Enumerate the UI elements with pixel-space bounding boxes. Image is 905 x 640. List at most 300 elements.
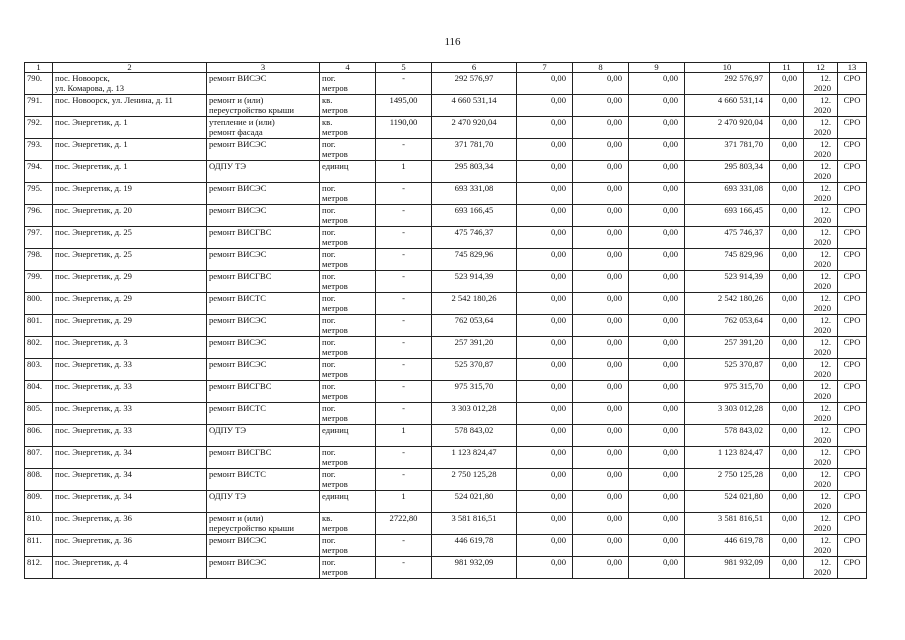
other-cost-cell: 292 576,97: [685, 73, 770, 95]
quantity-cell: 1: [376, 425, 432, 447]
budget-cost-cell: 0,00: [573, 183, 629, 205]
financing-source-cell: СРО: [838, 337, 867, 359]
financing-source-cell: СРО: [838, 139, 867, 161]
total-cost-cell: 693 166,45: [432, 205, 517, 227]
other-value-cell: 0,00: [770, 95, 804, 117]
total-cost-cell: 525 370,87: [432, 359, 517, 381]
completion-date-cell: 12. 2020: [804, 161, 838, 183]
address-cell: пос. Энергетик, д. 25: [53, 249, 207, 271]
address-cell: пос. Энергетик, д. 25: [53, 227, 207, 249]
column-header: 5: [376, 63, 432, 73]
owner-cost-cell: 0,00: [629, 293, 685, 315]
other-cost-cell: 2 470 920,04: [685, 117, 770, 139]
other-cost-cell: 257 391,20: [685, 337, 770, 359]
unit-cell: пог. метров: [320, 183, 376, 205]
unit-cell: пог. метров: [320, 249, 376, 271]
quantity-cell: 2722,80: [376, 513, 432, 535]
row-number-cell: 800.: [25, 293, 53, 315]
owner-cost-cell: 0,00: [629, 381, 685, 403]
other-cost-cell: 446 619,78: [685, 535, 770, 557]
unit-cell: пог. метров: [320, 139, 376, 161]
total-cost-cell: 257 391,20: [432, 337, 517, 359]
table-row: [25, 95, 867, 117]
fund-cost-cell: 0,00: [517, 293, 573, 315]
table-row: [25, 139, 867, 161]
financing-source-cell: СРО: [838, 73, 867, 95]
quantity-cell: -: [376, 205, 432, 227]
completion-date-cell: 12. 2020: [804, 447, 838, 469]
unit-cell: кв. метров: [320, 95, 376, 117]
row-number-cell: 806.: [25, 425, 53, 447]
financing-source-cell: СРО: [838, 359, 867, 381]
budget-cost-cell: 0,00: [573, 95, 629, 117]
budget-cost-cell: 0,00: [573, 447, 629, 469]
address-cell: пос. Энергетик, д. 1: [53, 161, 207, 183]
fund-cost-cell: 0,00: [517, 557, 573, 579]
quantity-cell: -: [376, 359, 432, 381]
other-cost-cell: 693 331,08: [685, 183, 770, 205]
fund-cost-cell: 0,00: [517, 117, 573, 139]
completion-date-cell: 12. 2020: [804, 271, 838, 293]
other-value-cell: 0,00: [770, 293, 804, 315]
other-cost-cell: 371 781,70: [685, 139, 770, 161]
address-cell: пос. Энергетик, д. 29: [53, 315, 207, 337]
column-header: 7: [517, 63, 573, 73]
other-value-cell: 0,00: [770, 73, 804, 95]
fund-cost-cell: 0,00: [517, 183, 573, 205]
row-number-cell: 793.: [25, 139, 53, 161]
row-number-cell: 805.: [25, 403, 53, 425]
work-type-cell: ремонт ВИСЭС: [207, 205, 320, 227]
row-number-cell: 810.: [25, 513, 53, 535]
table-row: [25, 271, 867, 293]
owner-cost-cell: 0,00: [629, 425, 685, 447]
work-type-cell: ремонт ВИСЭС: [207, 183, 320, 205]
unit-cell: кв. метров: [320, 513, 376, 535]
quantity-cell: -: [376, 403, 432, 425]
quantity-cell: -: [376, 535, 432, 557]
budget-cost-cell: 0,00: [573, 139, 629, 161]
work-type-cell: ремонт ВИСЭС: [207, 535, 320, 557]
column-number-row: [25, 63, 867, 73]
budget-cost-cell: 0,00: [573, 557, 629, 579]
other-value-cell: 0,00: [770, 447, 804, 469]
fund-cost-cell: 0,00: [517, 513, 573, 535]
owner-cost-cell: 0,00: [629, 183, 685, 205]
owner-cost-cell: 0,00: [629, 227, 685, 249]
table-row: [25, 447, 867, 469]
fund-cost-cell: 0,00: [517, 469, 573, 491]
completion-date-cell: 12. 2020: [804, 513, 838, 535]
table-row: [25, 403, 867, 425]
other-cost-cell: 524 021,80: [685, 491, 770, 513]
address-cell: пос. Энергетик, д. 34: [53, 491, 207, 513]
quantity-cell: -: [376, 557, 432, 579]
owner-cost-cell: 0,00: [629, 557, 685, 579]
quantity-cell: -: [376, 447, 432, 469]
unit-cell: пог. метров: [320, 315, 376, 337]
completion-date-cell: 12. 2020: [804, 425, 838, 447]
column-header: 13: [838, 63, 867, 73]
total-cost-cell: 446 619,78: [432, 535, 517, 557]
owner-cost-cell: 0,00: [629, 249, 685, 271]
unit-cell: пог. метров: [320, 337, 376, 359]
table-row: [25, 183, 867, 205]
row-number-cell: 798.: [25, 249, 53, 271]
other-value-cell: 0,00: [770, 513, 804, 535]
address-cell: пос. Энергетик, д. 34: [53, 469, 207, 491]
other-cost-cell: 975 315,70: [685, 381, 770, 403]
work-type-cell: ремонт ВИСЭС: [207, 139, 320, 161]
work-type-cell: ОДПУ ТЭ: [207, 161, 320, 183]
financing-source-cell: СРО: [838, 249, 867, 271]
fund-cost-cell: 0,00: [517, 73, 573, 95]
fund-cost-cell: 0,00: [517, 161, 573, 183]
table-row: [25, 337, 867, 359]
other-cost-cell: 762 053,64: [685, 315, 770, 337]
row-number-cell: 796.: [25, 205, 53, 227]
owner-cost-cell: 0,00: [629, 139, 685, 161]
total-cost-cell: 523 914,39: [432, 271, 517, 293]
budget-cost-cell: 0,00: [573, 161, 629, 183]
address-cell: пос. Энергетик, д. 1: [53, 117, 207, 139]
work-type-cell: ОДПУ ТЭ: [207, 425, 320, 447]
column-header: 10: [685, 63, 770, 73]
work-type-cell: ремонт ВИСЭС: [207, 73, 320, 95]
total-cost-cell: 2 750 125,28: [432, 469, 517, 491]
row-number-cell: 808.: [25, 469, 53, 491]
row-number-cell: 794.: [25, 161, 53, 183]
row-number-cell: 809.: [25, 491, 53, 513]
financing-source-cell: СРО: [838, 117, 867, 139]
other-value-cell: 0,00: [770, 183, 804, 205]
quantity-cell: -: [376, 271, 432, 293]
works-table: [24, 62, 867, 579]
quantity-cell: -: [376, 337, 432, 359]
table-row: [25, 425, 867, 447]
quantity-cell: 1190,00: [376, 117, 432, 139]
budget-cost-cell: 0,00: [573, 271, 629, 293]
fund-cost-cell: 0,00: [517, 447, 573, 469]
unit-cell: пог. метров: [320, 359, 376, 381]
owner-cost-cell: 0,00: [629, 359, 685, 381]
owner-cost-cell: 0,00: [629, 447, 685, 469]
financing-source-cell: СРО: [838, 425, 867, 447]
other-cost-cell: 475 746,37: [685, 227, 770, 249]
owner-cost-cell: 0,00: [629, 315, 685, 337]
budget-cost-cell: 0,00: [573, 337, 629, 359]
fund-cost-cell: 0,00: [517, 491, 573, 513]
fund-cost-cell: 0,00: [517, 205, 573, 227]
other-value-cell: 0,00: [770, 337, 804, 359]
budget-cost-cell: 0,00: [573, 293, 629, 315]
table-row: [25, 535, 867, 557]
address-cell: пос. Энергетик, д. 19: [53, 183, 207, 205]
address-cell: пос. Энергетик, д. 34: [53, 447, 207, 469]
quantity-cell: 1495,00: [376, 95, 432, 117]
fund-cost-cell: 0,00: [517, 425, 573, 447]
quantity-cell: -: [376, 249, 432, 271]
table-row: [25, 513, 867, 535]
fund-cost-cell: 0,00: [517, 337, 573, 359]
other-value-cell: 0,00: [770, 557, 804, 579]
other-cost-cell: 525 370,87: [685, 359, 770, 381]
table-row: [25, 117, 867, 139]
owner-cost-cell: 0,00: [629, 95, 685, 117]
quantity-cell: 1: [376, 491, 432, 513]
other-value-cell: 0,00: [770, 205, 804, 227]
unit-cell: пог. метров: [320, 271, 376, 293]
address-cell: пос. Энергетик, д. 20: [53, 205, 207, 227]
total-cost-cell: 762 053,64: [432, 315, 517, 337]
work-type-cell: ремонт ВИСЭС: [207, 557, 320, 579]
total-cost-cell: 981 932,09: [432, 557, 517, 579]
total-cost-cell: 475 746,37: [432, 227, 517, 249]
other-value-cell: 0,00: [770, 403, 804, 425]
quantity-cell: -: [376, 315, 432, 337]
table-body: [25, 73, 867, 579]
table-row: [25, 227, 867, 249]
financing-source-cell: СРО: [838, 293, 867, 315]
table-row: [25, 469, 867, 491]
total-cost-cell: 4 660 531,14: [432, 95, 517, 117]
unit-cell: пог. метров: [320, 469, 376, 491]
owner-cost-cell: 0,00: [629, 403, 685, 425]
budget-cost-cell: 0,00: [573, 513, 629, 535]
row-number-cell: 790.: [25, 73, 53, 95]
other-cost-cell: 523 914,39: [685, 271, 770, 293]
other-value-cell: 0,00: [770, 227, 804, 249]
total-cost-cell: 975 315,70: [432, 381, 517, 403]
work-type-cell: ремонт и (или) переустройство крыши: [207, 513, 320, 535]
owner-cost-cell: 0,00: [629, 117, 685, 139]
unit-cell: пог. метров: [320, 447, 376, 469]
budget-cost-cell: 0,00: [573, 381, 629, 403]
owner-cost-cell: 0,00: [629, 469, 685, 491]
table-row: [25, 315, 867, 337]
work-type-cell: ремонт ВИСТС: [207, 403, 320, 425]
budget-cost-cell: 0,00: [573, 227, 629, 249]
completion-date-cell: 12. 2020: [804, 535, 838, 557]
completion-date-cell: 12. 2020: [804, 249, 838, 271]
budget-cost-cell: 0,00: [573, 469, 629, 491]
budget-cost-cell: 0,00: [573, 425, 629, 447]
column-header: 6: [432, 63, 517, 73]
unit-cell: пог. метров: [320, 557, 376, 579]
financing-source-cell: СРО: [838, 161, 867, 183]
work-type-cell: ремонт ВИСГВС: [207, 227, 320, 249]
unit-cell: единиц: [320, 425, 376, 447]
total-cost-cell: 2 542 180,26: [432, 293, 517, 315]
table-row: [25, 557, 867, 579]
financing-source-cell: СРО: [838, 447, 867, 469]
unit-cell: кв. метров: [320, 117, 376, 139]
table-row: [25, 381, 867, 403]
total-cost-cell: 2 470 920,04: [432, 117, 517, 139]
owner-cost-cell: 0,00: [629, 491, 685, 513]
quantity-cell: -: [376, 469, 432, 491]
other-cost-cell: 295 803,34: [685, 161, 770, 183]
row-number-cell: 801.: [25, 315, 53, 337]
row-number-cell: 803.: [25, 359, 53, 381]
budget-cost-cell: 0,00: [573, 249, 629, 271]
other-value-cell: 0,00: [770, 425, 804, 447]
owner-cost-cell: 0,00: [629, 73, 685, 95]
table-row: [25, 73, 867, 95]
row-number-cell: 812.: [25, 557, 53, 579]
row-number-cell: 802.: [25, 337, 53, 359]
total-cost-cell: 292 576,97: [432, 73, 517, 95]
page-number: 116: [444, 36, 461, 48]
budget-cost-cell: 0,00: [573, 205, 629, 227]
other-cost-cell: 4 660 531,14: [685, 95, 770, 117]
other-value-cell: 0,00: [770, 117, 804, 139]
row-number-cell: 791.: [25, 95, 53, 117]
row-number-cell: 797.: [25, 227, 53, 249]
other-value-cell: 0,00: [770, 381, 804, 403]
work-type-cell: ремонт ВИСГВС: [207, 447, 320, 469]
unit-cell: пог. метров: [320, 403, 376, 425]
completion-date-cell: 12. 2020: [804, 381, 838, 403]
table-row: [25, 491, 867, 513]
completion-date-cell: 12. 2020: [804, 557, 838, 579]
address-cell: пос. Энергетик, д. 36: [53, 535, 207, 557]
fund-cost-cell: 0,00: [517, 227, 573, 249]
column-header: 9: [629, 63, 685, 73]
quantity-cell: -: [376, 183, 432, 205]
column-header: 8: [573, 63, 629, 73]
unit-cell: пог. метров: [320, 205, 376, 227]
column-header: 4: [320, 63, 376, 73]
address-cell: пос. Энергетик, д. 4: [53, 557, 207, 579]
table-row: [25, 161, 867, 183]
quantity-cell: -: [376, 381, 432, 403]
quantity-cell: 1: [376, 161, 432, 183]
address-cell: пос. Энергетик, д. 33: [53, 425, 207, 447]
completion-date-cell: 12. 2020: [804, 183, 838, 205]
work-type-cell: утепление и (или) ремонт фасада: [207, 117, 320, 139]
fund-cost-cell: 0,00: [517, 359, 573, 381]
row-number-cell: 792.: [25, 117, 53, 139]
budget-cost-cell: 0,00: [573, 535, 629, 557]
other-cost-cell: 2 542 180,26: [685, 293, 770, 315]
total-cost-cell: 371 781,70: [432, 139, 517, 161]
work-type-cell: ремонт ВИСГВС: [207, 381, 320, 403]
work-type-cell: ремонт ВИСЭС: [207, 315, 320, 337]
completion-date-cell: 12. 2020: [804, 73, 838, 95]
work-type-cell: ремонт ВИСЭС: [207, 249, 320, 271]
budget-cost-cell: 0,00: [573, 359, 629, 381]
fund-cost-cell: 0,00: [517, 139, 573, 161]
table-row: [25, 205, 867, 227]
financing-source-cell: СРО: [838, 513, 867, 535]
completion-date-cell: 12. 2020: [804, 205, 838, 227]
other-cost-cell: 981 932,09: [685, 557, 770, 579]
owner-cost-cell: 0,00: [629, 535, 685, 557]
other-value-cell: 0,00: [770, 359, 804, 381]
completion-date-cell: 12. 2020: [804, 117, 838, 139]
unit-cell: пог. метров: [320, 535, 376, 557]
other-value-cell: 0,00: [770, 271, 804, 293]
completion-date-cell: 12. 2020: [804, 139, 838, 161]
row-number-cell: 795.: [25, 183, 53, 205]
budget-cost-cell: 0,00: [573, 403, 629, 425]
unit-cell: пог. метров: [320, 381, 376, 403]
unit-cell: единиц: [320, 491, 376, 513]
completion-date-cell: 12. 2020: [804, 469, 838, 491]
table-row: [25, 293, 867, 315]
completion-date-cell: 12. 2020: [804, 227, 838, 249]
budget-cost-cell: 0,00: [573, 117, 629, 139]
table-row: [25, 359, 867, 381]
other-cost-cell: 2 750 125,28: [685, 469, 770, 491]
fund-cost-cell: 0,00: [517, 95, 573, 117]
work-type-cell: ремонт ВИСГВС: [207, 271, 320, 293]
financing-source-cell: СРО: [838, 381, 867, 403]
other-cost-cell: 3 303 012,28: [685, 403, 770, 425]
fund-cost-cell: 0,00: [517, 271, 573, 293]
financing-source-cell: СРО: [838, 491, 867, 513]
work-type-cell: ремонт и (или) переустройство крыши: [207, 95, 320, 117]
other-value-cell: 0,00: [770, 469, 804, 491]
quantity-cell: -: [376, 227, 432, 249]
work-type-cell: ремонт ВИСТС: [207, 293, 320, 315]
unit-cell: единиц: [320, 161, 376, 183]
financing-source-cell: СРО: [838, 227, 867, 249]
other-value-cell: 0,00: [770, 249, 804, 271]
completion-date-cell: 12. 2020: [804, 491, 838, 513]
address-cell: пос. Новоорск, ул. Ленина, д. 11: [53, 95, 207, 117]
owner-cost-cell: 0,00: [629, 513, 685, 535]
column-header: 11: [770, 63, 804, 73]
quantity-cell: -: [376, 73, 432, 95]
financing-source-cell: СРО: [838, 205, 867, 227]
other-value-cell: 0,00: [770, 161, 804, 183]
total-cost-cell: 524 021,80: [432, 491, 517, 513]
work-type-cell: ОДПУ ТЭ: [207, 491, 320, 513]
column-header: 3: [207, 63, 320, 73]
budget-cost-cell: 0,00: [573, 73, 629, 95]
column-header: 2: [53, 63, 207, 73]
row-number-cell: 804.: [25, 381, 53, 403]
work-type-cell: ремонт ВИСЭС: [207, 359, 320, 381]
address-cell: пос. Энергетик, д. 29: [53, 271, 207, 293]
completion-date-cell: 12. 2020: [804, 403, 838, 425]
completion-date-cell: 12. 2020: [804, 359, 838, 381]
fund-cost-cell: 0,00: [517, 535, 573, 557]
table-row: [25, 249, 867, 271]
owner-cost-cell: 0,00: [629, 161, 685, 183]
other-value-cell: 0,00: [770, 315, 804, 337]
address-cell: пос. Энергетик, д. 3: [53, 337, 207, 359]
budget-cost-cell: 0,00: [573, 315, 629, 337]
unit-cell: пог. метров: [320, 73, 376, 95]
financing-source-cell: СРО: [838, 183, 867, 205]
row-number-cell: 807.: [25, 447, 53, 469]
fund-cost-cell: 0,00: [517, 249, 573, 271]
address-cell: пос. Новоорск, ул. Комарова, д. 13: [53, 73, 207, 95]
budget-cost-cell: 0,00: [573, 491, 629, 513]
fund-cost-cell: 0,00: [517, 381, 573, 403]
quantity-cell: -: [376, 293, 432, 315]
other-value-cell: 0,00: [770, 139, 804, 161]
address-cell: пос. Энергетик, д. 33: [53, 381, 207, 403]
financing-source-cell: СРО: [838, 557, 867, 579]
financing-source-cell: СРО: [838, 271, 867, 293]
other-cost-cell: 745 829,96: [685, 249, 770, 271]
total-cost-cell: 578 843,02: [432, 425, 517, 447]
other-cost-cell: 1 123 824,47: [685, 447, 770, 469]
